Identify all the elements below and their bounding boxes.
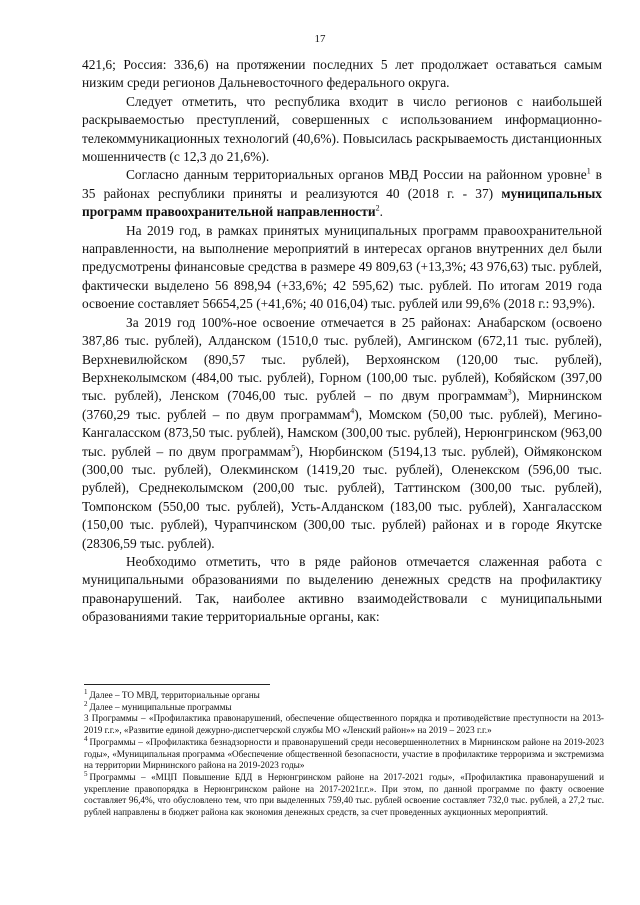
paragraph-5-text-a: За 2019 год 100%-ное освоение отмечается в 25 районах: Анабарском (освоено 387,86 тыс. рублей), Алданском (1510,0 тыс. рублей), Амгинском (672,11 тыс. рублей), Верхневилюйском (890,57 тыс. рублей), Верхоянском (120,00 тыс. рублей), Верхнеколымском (484,00 тыс. рублей), Горном (100,00 тыс. рублей), Кобяйском (397,00 тыс. рублей), Ленском (7046,00 тыс. рублей – по двум программам bbox=[82, 314, 602, 404]
footnote-text: Далее – муниципальные программы bbox=[89, 701, 232, 712]
footnote-text: Далее – ТО МВД, территориальные органы bbox=[89, 690, 260, 700]
footnote-mark: 2 bbox=[84, 699, 88, 708]
footnote-text: 3 Программы – «Профилактика правонарушений, обеспечение общественного порядка и противодействие преступности на 2013-2019 г.г.», «Развитие единой дежурно-диспетчерской службы МО «Ленский район»» на 2019 – 2023 г.г.» bbox=[84, 713, 604, 736]
paragraph-5 bbox=[82, 314, 602, 553]
footnote-3 bbox=[84, 713, 604, 736]
paragraph-5-text-b: ), Мирнинском (3760,29 тыс. рублей – по двум программам bbox=[82, 388, 602, 422]
footnote-1 bbox=[84, 687, 604, 702]
paragraph-2: Следует отметить, что республика входит в число регионов с наибольшей раскрываемостью преступлений, совершенных с использованием информационно-телекоммуникационных технологий (40,6%). Повысилась раскрываемость дистанционных мошенничеств (с 12,3 до 21,6%). bbox=[82, 93, 602, 165]
footnote-text: Программы – «МЦП Повышение БДД в Нерюнгринском районе на 2017-2021 годы», «Профилактика правонарушений и укрепление правопорядка в Нерюнгринском районе на 2017-2021г.г.». При этом, по данной программе по факту освоение составляет 96,4%, что обусловлено тем, что при выделенных 759,40 тыс. рублей освоение составляет 732,0 тыс. рублей, а 27,2 тыс. рублей направлены в бюджет района как экономия денежных средств, за счет проведенных аукционных мероприятий. bbox=[84, 771, 604, 818]
footnote-5 bbox=[84, 769, 604, 819]
paragraph-5-text-c: ), Момском (50,00 тыс. рублей), Мегино-Кангаласском (873,50 тыс. рублей), Намском (300,00 тыс. рублей), Нерюнгринском (963,00 тыс. рублей – по двум программам bbox=[82, 406, 602, 459]
paragraph-6: Необходимо отметить, что в ряде районов отмечается слаженная работа с муниципальными образованиями по выделению денежных средств на профилактику правонарушений. Так, наиболее активно взаимодействовали с муниципальными образованиями такие территориальные органы, как: bbox=[82, 553, 602, 625]
body-text bbox=[82, 56, 602, 627]
page-number: 17 bbox=[314, 33, 326, 45]
footnotes bbox=[84, 687, 604, 819]
paragraph-3 bbox=[82, 166, 602, 221]
paragraph-1: 421,6; Россия: 336,6) на протяжении последних 5 лет продолжает оставаться самым низким среди регионов Дальневосточного федерального округа. bbox=[82, 57, 602, 91]
paragraph-3-bold-phrase: муниципальных программ правоохранительной направленности bbox=[82, 185, 602, 220]
footnote-mark: 1 bbox=[84, 687, 88, 696]
footnote-4 bbox=[84, 734, 604, 772]
paragraph-5-text-d: ), Нюрбинском (5194,13 тыс. рублей), Оймяконском (300,00 тыс. рублей), Олекминском (1419,20 тыс. рублей), Оленекском (596,00 тыс. рублей), Среднеколымском (200,00 тыс. рублей), Таттинском (300,00 тыс. рублей), Томпонском (550,00 тыс. рублей), Усть-Алданском (183,00 тыс. рублей), Хангаласском (150,00 тыс. рублей), Чурапчинском (300,00 тыс. рублей) районах и в городе Якутске (28306,59 тыс. рублей). bbox=[82, 443, 602, 551]
paragraph-3-text-b: в 35 районах республики приняты и реализуются 40 (2018 г. - 37) bbox=[82, 167, 602, 201]
footnote-ref-1[interactable]: 1 bbox=[586, 166, 591, 176]
paragraph-3-text-c: . bbox=[379, 204, 383, 220]
footnote-mark: 4 bbox=[84, 734, 88, 743]
paragraph-4: На 2019 год, в рамках принятых муниципальных программ правоохранительной направленности, на выполнение мероприятий в интересах органов внутренних дел были предусмотрены финансовые средства в размере 49 809,63 (+13,3%; 43 976,63) тыс. рублей, фактически выделено 56 898,94 (+33,6%; 42 595,62) тыс. рублей. По итогам 2019 года освоение составляет 56654,25 (+41,6%; 40 016,04) тыс. рублей или 99,6% (2018 г.: 93,9%). bbox=[82, 222, 602, 312]
paragraph-3-text-a: Согласно данным территориальных органов МВД России на районном уровне bbox=[126, 167, 587, 183]
footnote-2 bbox=[84, 699, 604, 714]
footnote-separator bbox=[84, 684, 270, 685]
footnote-ref-2[interactable]: 2 bbox=[375, 203, 380, 213]
footnote-ref-3[interactable]: 3 bbox=[507, 387, 512, 397]
footnote-ref-4[interactable]: 4 bbox=[350, 406, 355, 416]
footnote-mark: 5 bbox=[84, 769, 88, 778]
footnote-ref-5[interactable]: 5 bbox=[291, 443, 296, 453]
footnote-text: Программы – «Профилактика безнадзорности и правонарушений среди несовершеннолетних в Мирнинском районе на 2019-2023 годы», «Муниципальная программа «Обеспечение общественной безопасности, участие в профилактике терроризма и экстремизма на территории Мирнинского района на 2019-2023 годы» bbox=[84, 736, 604, 771]
